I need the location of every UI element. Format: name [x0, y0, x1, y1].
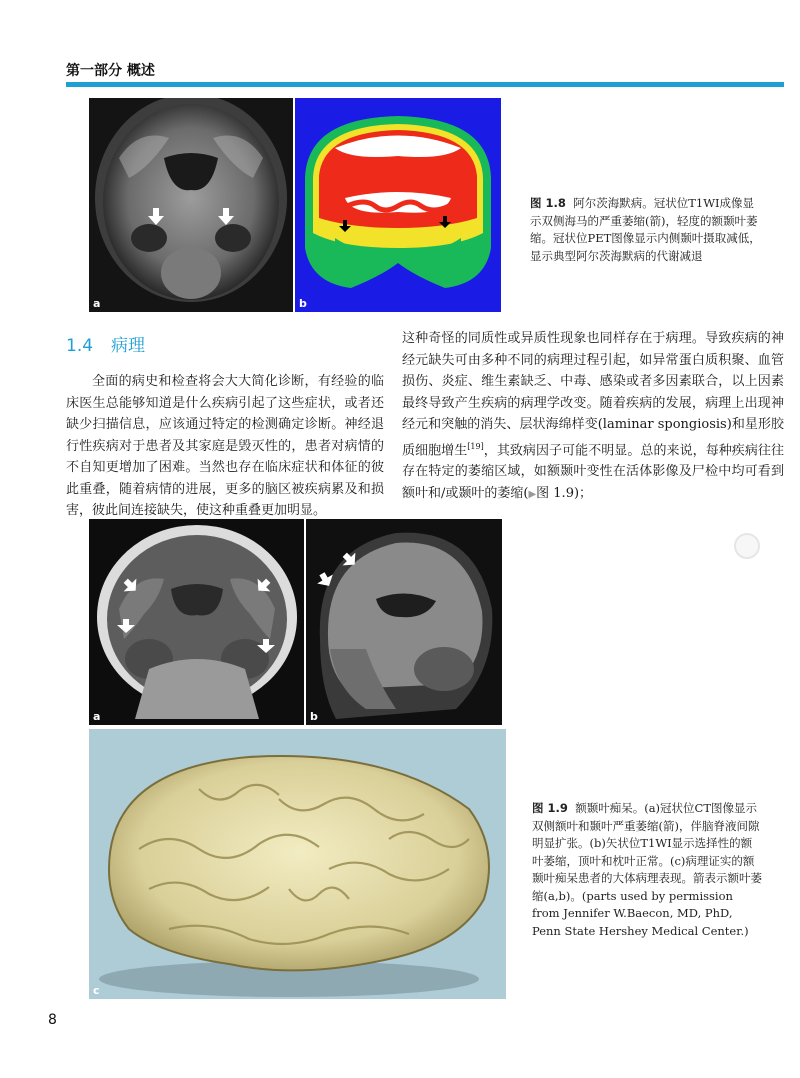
figure-1-9-reference[interactable]: 图 1.9)； — [536, 485, 593, 501]
figure-1-8-caption-text: 阿尔茨海默病。冠状位T1WI成像显示双侧海马的严重萎缩(箭)，轻度的额颞叶萎缩。冠状位PET图像显示内侧颞叶摄取减低，显示典型阿尔茨海默病的代谢减退 — [530, 196, 761, 263]
body-left-column — [66, 371, 384, 522]
body-right-column — [402, 328, 784, 505]
figure-1-8b-pet — [295, 98, 501, 312]
figure-1-9c-gross-brain-photo — [89, 729, 506, 999]
panel-label-c: c — [93, 984, 100, 997]
body-right-paragraph — [402, 328, 784, 505]
figure-link-arrow-icon: ▶ — [528, 488, 537, 500]
panel-label-a: a — [93, 710, 101, 723]
header-rule — [66, 82, 784, 87]
section-title: 病理 — [111, 336, 146, 356]
figure-1-9-caption-text: 额颞叶痴呆。(a)冠状位CT图像显示双侧额叶和颞叶严重萎缩(箭)，伴脑脊液间隙明显扩张。(b)矢状位T1WI显示选择性的额叶萎缩，顶叶和枕叶正常。(c)病理证实的额颞叶痴呆患者的大体病理表现。箭表示额叶萎缩(a,b)。(parts used by permission from Jennifer W.Baecon, MD, PhD, Penn State Hershey Medical Center.) — [532, 801, 762, 938]
figure-1-9-caption — [532, 800, 762, 940]
panel-label-b: b — [299, 297, 307, 310]
body-right-text-2: ，其致病因子可能不明显。总的来说，每种疾病往往存在特定的萎缩区域，如额颞叶变性在活体影像及尸检中均可看到额叶和/或颞叶的萎缩( — [402, 442, 784, 501]
figure-1-9a-ct — [89, 519, 304, 725]
section-heading — [66, 331, 145, 356]
body-left-paragraph: 全面的病史和检查将会大大简化诊断，有经验的临床医生总能够知道是什么疾病引起了这些症状，或者还缺少扫描信息，应该通过特定的检测确定诊断。神经退行性疾病对于患者及其家庭是毁灭性的，患者对病情的不自知更增加了困难。当然也存在临床症状和体征的彼此重叠，随着病情的进展，更多的脑区被疾病累及和损害，彼此间连接缺失，使这种重叠更加明显。 — [66, 374, 384, 518]
figure-1-8-label: 图 1.8 — [530, 196, 566, 210]
figure-1-8a-mri — [89, 98, 293, 312]
figure-1-8-caption — [530, 195, 762, 265]
panel-label-b: b — [310, 710, 318, 723]
figure-1-9-label: 图 1.9 — [532, 801, 568, 815]
citation-19: [19] — [467, 441, 484, 451]
section-number: 1.4 — [66, 336, 94, 356]
page-watermark-icon — [734, 533, 760, 559]
body-right-text-1: 这种奇怪的同质性或异质性现象也同样存在于病理。导致疾病的神经元缺失可由多种不同的病理过程引起，如异常蛋白质积聚、血管损伤、炎症、维生素缺乏、中毒、感染或者多因素联合，以上因素最终导致产生疾病的病理学改变。随着疾病的发展，病理上出现神经元和突触的消失、层状海绵样变(laminar spongiosis)和星形胶质细胞增生 — [402, 331, 784, 458]
figure-1-9b-mri — [306, 519, 502, 725]
page-number: 8 — [48, 1012, 57, 1028]
running-header: 第一部分 概述 — [66, 63, 155, 79]
panel-label-a: a — [93, 297, 101, 310]
